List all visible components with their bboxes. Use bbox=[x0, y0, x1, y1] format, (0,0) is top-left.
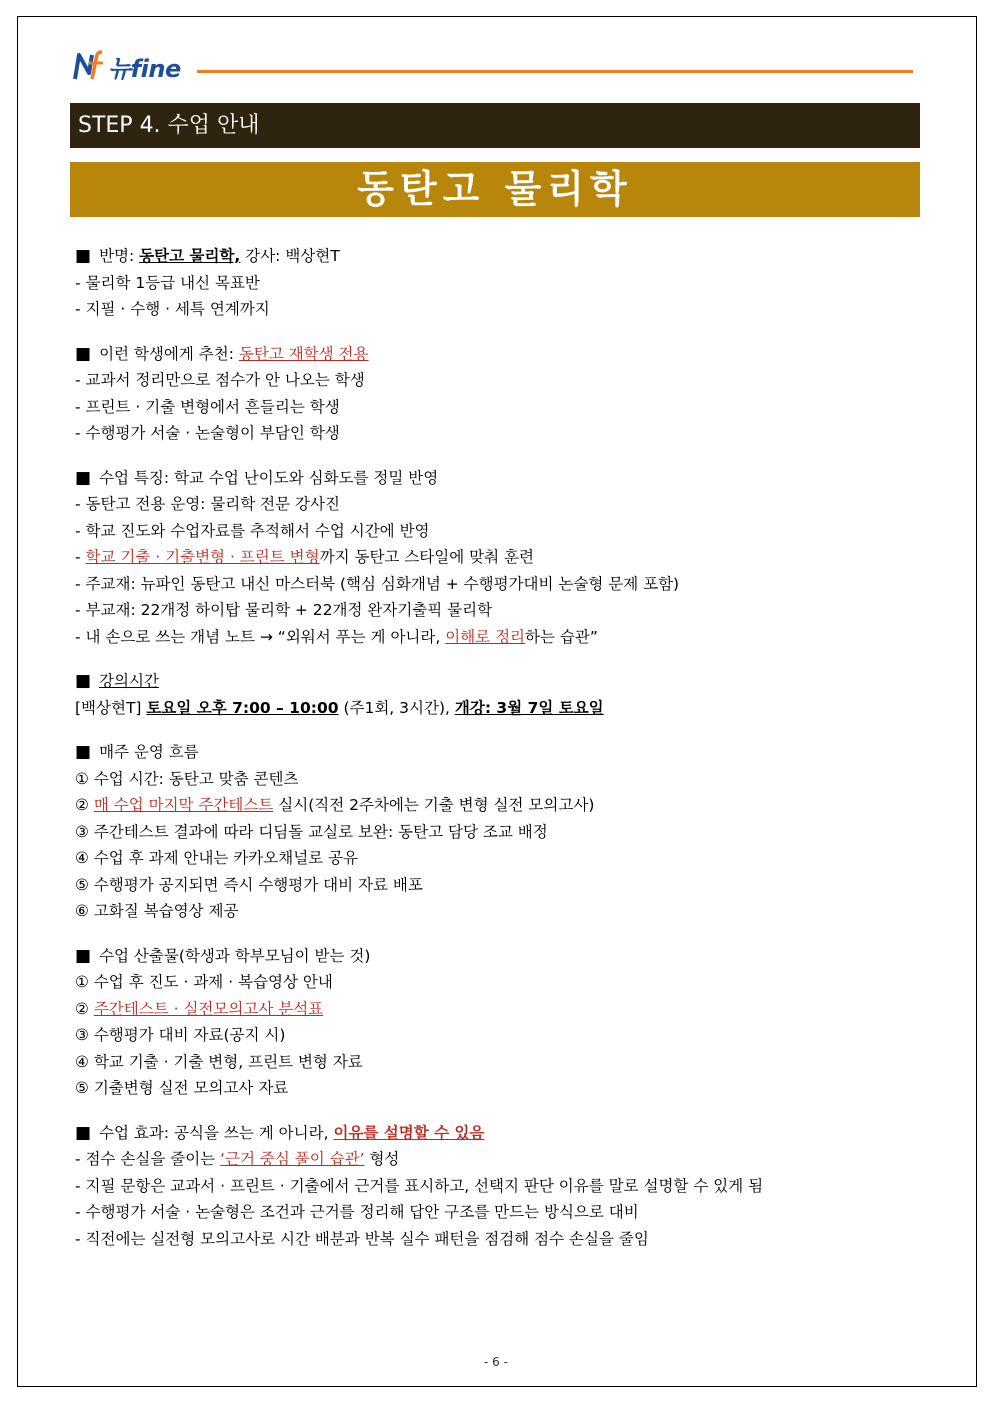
list-item: ① 수업 시간: 동탄고 맞춤 콘텐츠 bbox=[75, 769, 299, 788]
square-bullet-icon: ■ bbox=[75, 671, 92, 691]
list-item: ⑥ 고화질 복습영상 제공 bbox=[75, 902, 239, 920]
content bbox=[75, 243, 925, 1252]
step-heading: STEP 4. 수업 안내 bbox=[70, 103, 920, 148]
schedule-line: [백상현T] 토요일 오후 7:00 – 10:00 (주1회, 3시간), 개강: 3월 7일 토요일 bbox=[75, 698, 604, 717]
list-item: - 주교재: 뉴파인 동탄고 내신 마스터북 (핵심 심화개념 + 수행평가대비 논술형 문제 포함) bbox=[75, 574, 680, 593]
list-item: ④ 학교 기출 · 기출 변형, 프린트 변형 자료 bbox=[75, 1052, 363, 1071]
start-date: 개강: 3월 7일 토요일 bbox=[454, 698, 604, 717]
square-bullet-icon: ■ bbox=[75, 343, 92, 364]
weekly-flow-heading: ■ 매주 운영 흐름 bbox=[75, 742, 199, 762]
page-number: - 6 - bbox=[484, 1355, 508, 1369]
list-item: - 프린트 · 기출 변형에서 흔들리는 학생 bbox=[75, 397, 340, 416]
nf-logo-icon bbox=[72, 49, 106, 83]
highlight-text: 학교 기출 · 기출변형 · 프린트 변형 bbox=[85, 548, 320, 566]
logo-text: 뉴fine bbox=[108, 54, 181, 83]
highlight-text: 이해로 정리 bbox=[445, 627, 526, 646]
list-item: - 수행평가 서술 · 논술형은 조건과 근거를 정리해 답안 구조를 만드는 방식으로 대비 bbox=[75, 1203, 639, 1221]
effects-heading: ■ 수업 효과: 공식을 쓰는 게 아니라, 이유를 설명할 수 있음 bbox=[75, 1122, 485, 1143]
highlight-text: 이유를 설명할 수 있음 bbox=[333, 1123, 485, 1142]
list-item: - 학교 진도와 수업자료를 추적해서 수업 시간에 반영 bbox=[75, 521, 430, 540]
square-bullet-icon: ■ bbox=[75, 945, 92, 966]
page-title: 동탄고 물리학 bbox=[70, 162, 920, 217]
class-name: 동탄고 물리학, bbox=[139, 247, 241, 265]
header-rule bbox=[197, 70, 913, 73]
square-bullet-icon: ■ bbox=[75, 742, 92, 762]
list-item: ① 수업 후 진도 · 과제 · 복습영상 안내 bbox=[75, 973, 333, 991]
square-bullet-icon: ■ bbox=[75, 246, 92, 266]
list-item: ⑤ 기출변형 실전 모의고사 자료 bbox=[75, 1079, 289, 1097]
highlight-text: 동탄고 재학생 전용 bbox=[238, 344, 369, 363]
list-item: - 부교재: 22개정 하이탑 물리학 + 22개정 완자기출픽 물리학 bbox=[75, 601, 493, 619]
list-item: - 직전에는 실전형 모의고사로 시간 배분과 반복 실수 패턴을 점검해 점수 손실을 줄임 bbox=[75, 1229, 649, 1248]
recommend-heading: ■ 이런 학생에게 추천: 동탄고 재학생 전용 bbox=[75, 343, 369, 364]
schedule-heading: ■ 강의시간 bbox=[75, 671, 159, 691]
list-item: - 지필 · 수행 · 세특 연계까지 bbox=[75, 300, 270, 318]
list-item: ② 주간테스트 · 실전모의고사 분석표 bbox=[75, 999, 324, 1018]
list-item: - 수행평가 서술 · 논술형이 부담인 학생 bbox=[75, 424, 340, 442]
list-item: - 동탄고 전용 운영: 물리학 전문 강사진 bbox=[75, 495, 340, 513]
highlight-text: 매 수업 마지막 주간테스트 bbox=[93, 796, 274, 814]
list-item: ③ 수행평가 대비 자료(공지 시) bbox=[75, 1026, 286, 1044]
square-bullet-icon: ■ bbox=[75, 1122, 92, 1143]
list-item: - 물리학 1등급 내신 목표반 bbox=[75, 273, 260, 292]
list-item: - 지필 문항은 교과서 · 프린트 · 기출에서 근거를 표시하고, 선택지 판단 이유를 말로 설명할 수 있게 됨 bbox=[75, 1176, 764, 1195]
list-item: ② 매 수업 마지막 주간테스트 실시(직전 2주차에는 기출 변형 실전 모의고사) bbox=[75, 796, 595, 814]
list-item: - 학교 기출 · 기출변형 · 프린트 변형까지 동탄고 스타일에 맞춰 훈련 bbox=[75, 548, 534, 566]
list-item: - 점수 손실을 줄이는 ‘근거 중심 풀이 습관’ 형성 bbox=[75, 1150, 400, 1168]
features-heading: ■ 수업 특징: 학교 수업 난이도와 심화도를 정밀 반영 bbox=[75, 467, 439, 488]
logo bbox=[72, 48, 181, 84]
highlight-text: 주간테스트 · 실전모의고사 분석표 bbox=[93, 999, 324, 1018]
list-item: - 교과서 정리만으로 점수가 안 나오는 학생 bbox=[75, 371, 365, 389]
list-item: ⑤ 수행평가 공지되면 즉시 수행평가 대비 자료 배포 bbox=[75, 875, 423, 894]
highlight-text: ‘근거 중심 풀이 습관’ bbox=[220, 1150, 365, 1168]
class-time: 토요일 오후 7:00 – 10:00 bbox=[146, 698, 339, 717]
list-item: ③ 주간테스트 결과에 따라 디딤돌 교실로 보완: 동탄고 담당 조교 배정 bbox=[75, 822, 548, 841]
deliverables-heading: ■ 수업 산출물(학생과 학부모님이 받는 것) bbox=[75, 945, 371, 966]
square-bullet-icon: ■ bbox=[75, 467, 92, 488]
list-item: ④ 수업 후 과제 안내는 카카오채널로 공유 bbox=[75, 849, 359, 867]
class-name-line: ■ 반명: 동탄고 물리학, 강사: 백상현T bbox=[75, 246, 340, 266]
list-item: - 내 손으로 쓰는 개념 노트 → “외워서 푸는 게 아니라, 이해로 정리하는 습관” bbox=[75, 627, 598, 646]
